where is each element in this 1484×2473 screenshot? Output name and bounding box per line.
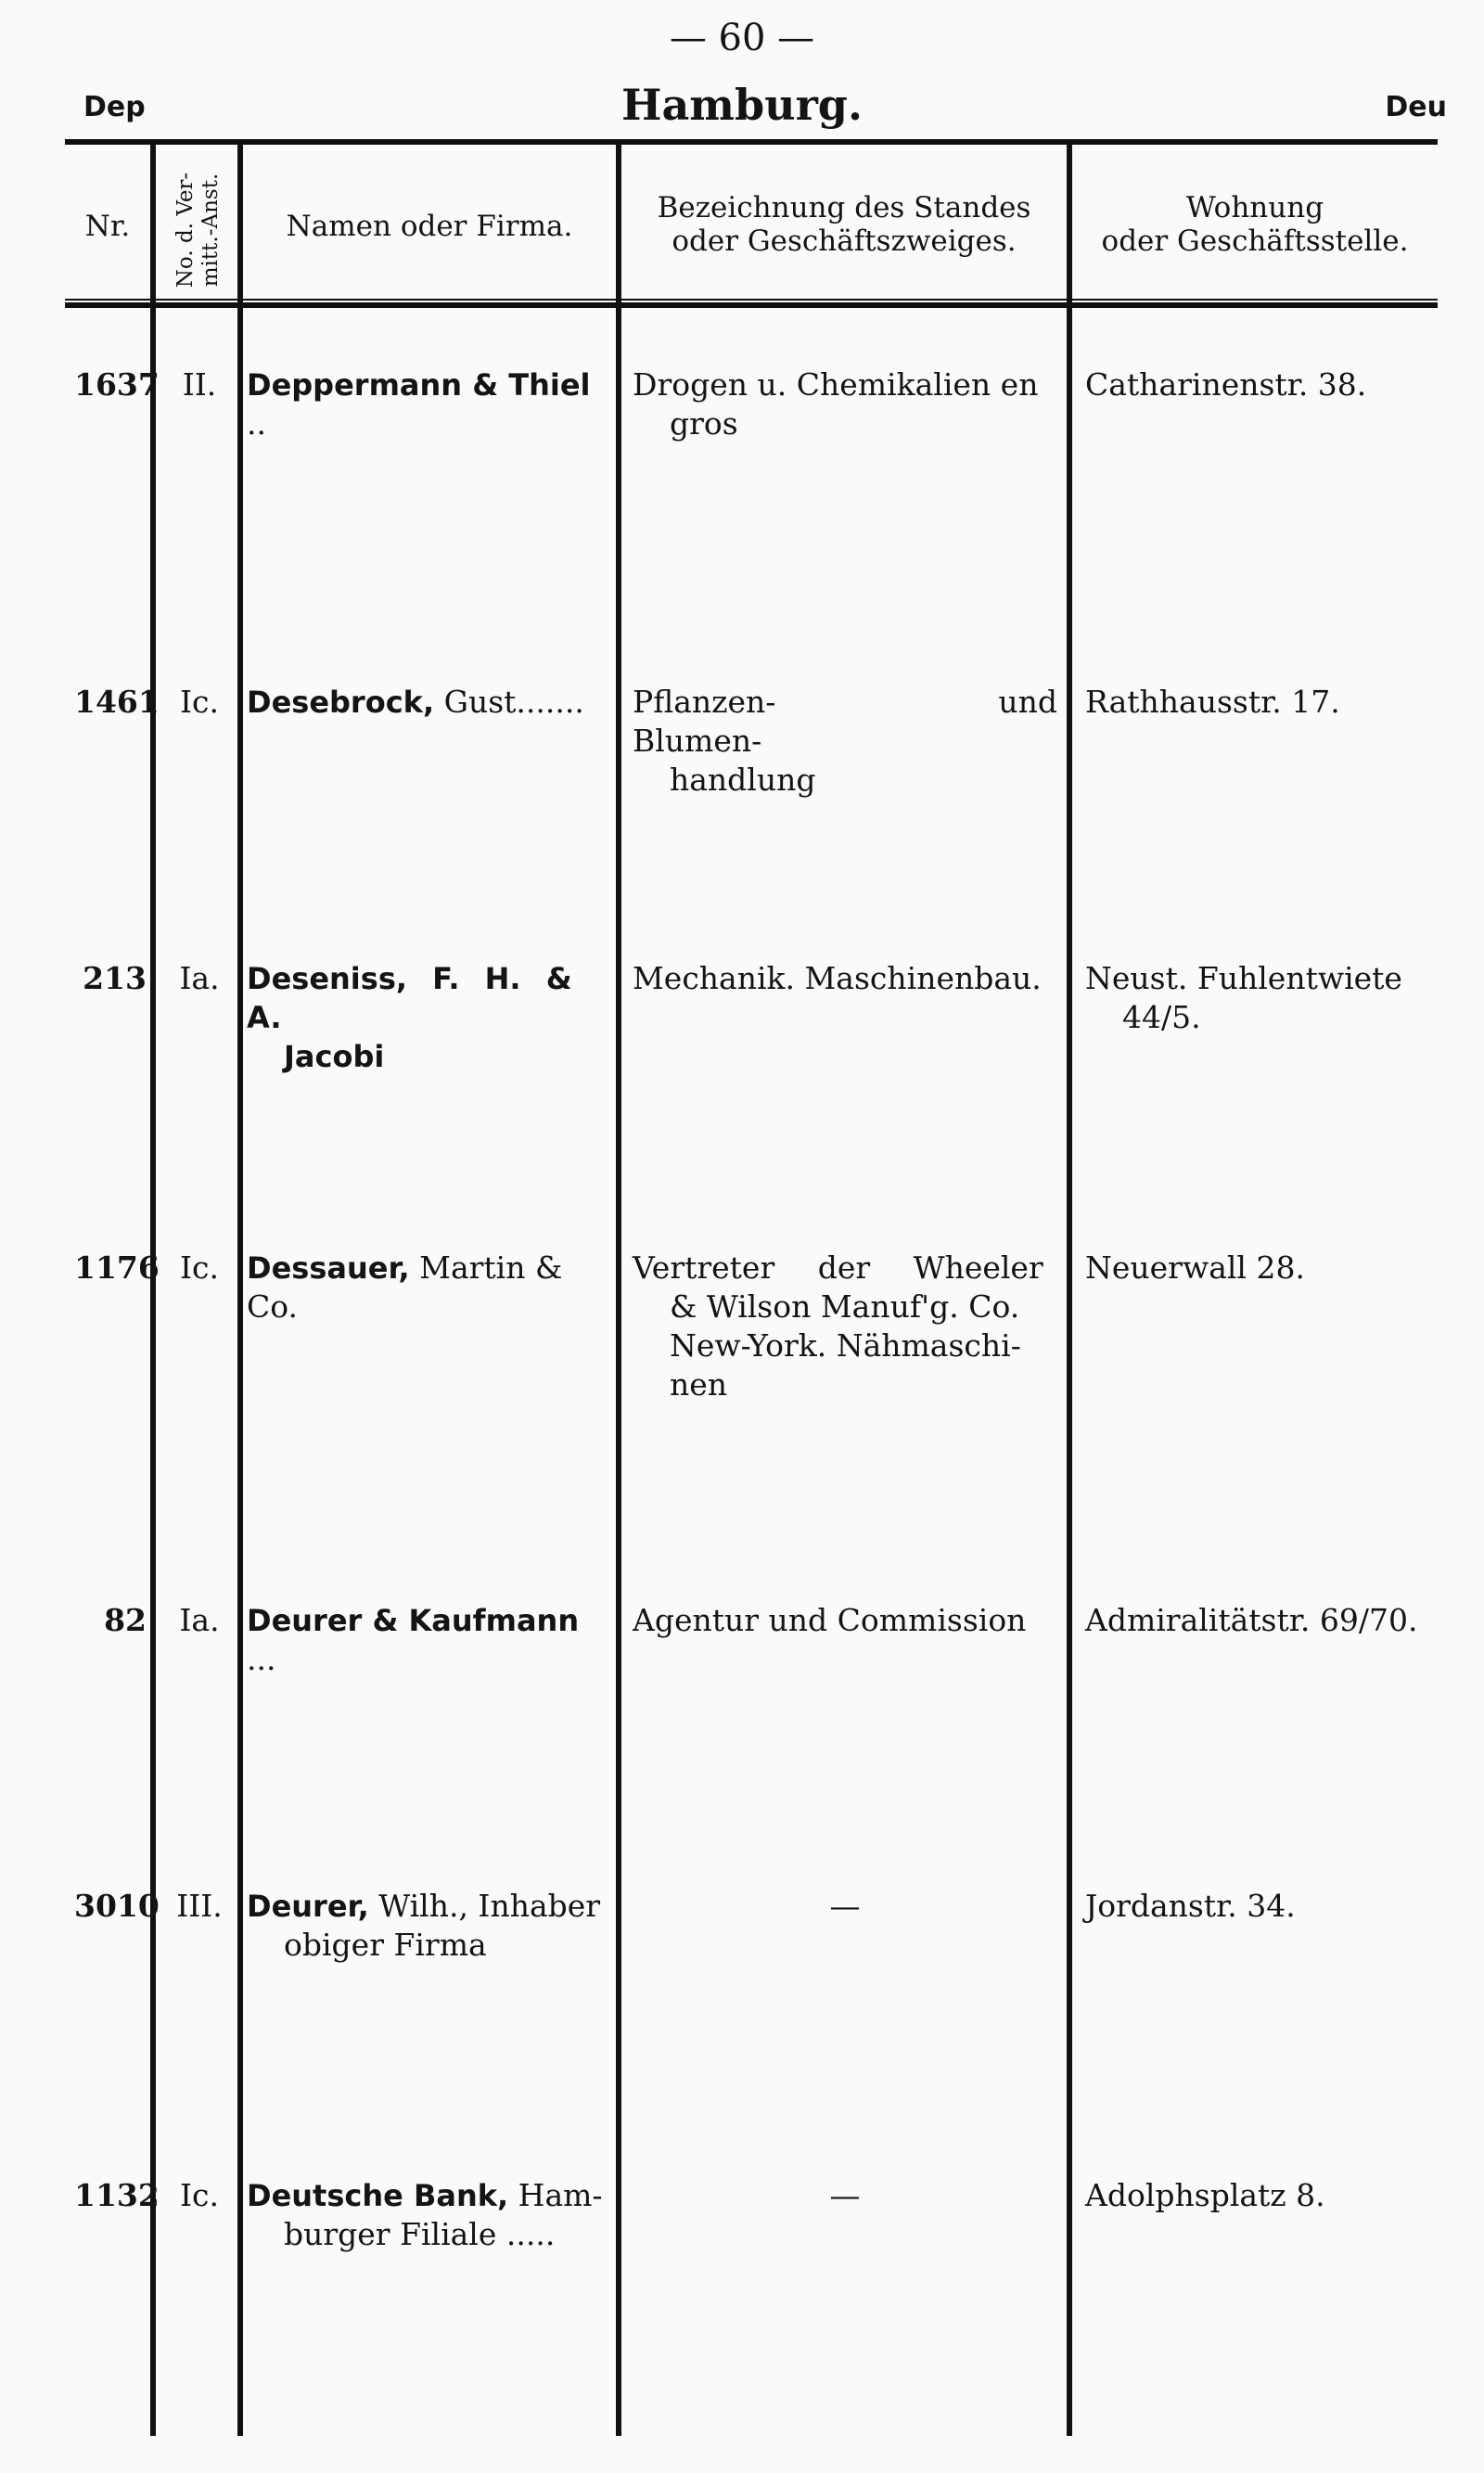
left-running-head: Dep — [83, 91, 146, 123]
header-class-label: No. d. Ver- mitt.-Anst. — [173, 172, 223, 288]
table-row — [0, 1249, 1484, 1434]
table-row — [0, 959, 1484, 1108]
entry-name: Dessauer, Martin & Co. — [247, 1249, 563, 1325]
entry-address: Neust. Fuhlentwiete 44/5. — [1085, 960, 1402, 1035]
page-number: — 60 — — [669, 17, 815, 59]
header-rule-thin — [65, 299, 1438, 301]
entry-business: — — [829, 1888, 861, 1924]
entry-number: 1461 — [74, 684, 160, 720]
entry-number: 213 — [83, 960, 147, 996]
header-class — [163, 156, 234, 304]
entry-class: Ia. — [179, 1602, 220, 1638]
entry-address: Adolphsplatz 8. — [1085, 2177, 1325, 2213]
entry-business: Mechanik. Maschinenbau. — [633, 960, 1042, 996]
entry-address: Admiralitätstr. 69/70. — [1085, 1602, 1418, 1638]
entry-name: Deurer & Kaufmann ... — [247, 1603, 580, 1677]
header-nr: Nr. — [84, 210, 131, 243]
entry-class: Ic. — [179, 2177, 219, 2213]
entry-number: 1176 — [74, 1249, 160, 1286]
header-business: Bezeichnung des Standes oder Geschäftszweiges. — [657, 191, 1031, 258]
entry-business: Vertreter der Wheeler & Wilson Manuf'g. Co. New-York. Nähmaschi- nen — [633, 1249, 1043, 1403]
top-rule — [65, 139, 1438, 145]
header-address: Wohnung oder Geschäftsstelle. — [1101, 191, 1409, 258]
entry-address: Neuerwall 28. — [1085, 1249, 1305, 1286]
header-name: Namen oder Firma. — [286, 210, 573, 243]
entry-class: Ia. — [179, 960, 220, 996]
entry-name: Deutsche Bank, Ham- burger Filiale ..... — [247, 2177, 603, 2252]
entry-address: Catharinenstr. 38. — [1085, 366, 1367, 403]
header-rule-thick — [65, 302, 1438, 308]
entry-address: Jordanstr. 34. — [1085, 1888, 1296, 1924]
entry-class: Ic. — [179, 684, 219, 720]
entry-class: III. — [176, 1888, 223, 1924]
entry-name: Deurer, Wilh., Inhaber obiger Firma — [247, 1888, 601, 1963]
entry-number: 1637 — [74, 366, 160, 403]
entry-address: Rathhausstr. 17. — [1085, 684, 1340, 720]
entry-business: Agentur und Commission — [633, 1602, 1027, 1638]
entry-name: Desebrock, Gust....... — [247, 684, 584, 720]
entry-class: II. — [182, 366, 217, 403]
entry-name: Deppermann & Thiel .. — [247, 367, 591, 442]
table-row — [0, 365, 1484, 514]
entry-number: 82 — [104, 1602, 147, 1638]
table-row — [0, 2176, 1484, 2325]
page-title: Hamburg. — [621, 80, 863, 130]
entry-business: Pflanzen- und Blumen- handlung — [633, 684, 1057, 798]
entry-business: — — [829, 2177, 861, 2213]
entry-class: Ic. — [179, 1249, 219, 1286]
right-running-head: Deu — [1385, 91, 1447, 123]
entry-number: 1132 — [74, 2177, 160, 2213]
table-row — [0, 1887, 1484, 2035]
entry-number: 3010 — [74, 1888, 160, 1924]
entry-name: Deseniss, F. H. & A. Jacobi — [247, 961, 572, 1074]
table-row — [0, 1601, 1484, 1749]
table-row — [0, 683, 1484, 831]
entry-business: Drogen u. Chemikalien en gros — [633, 366, 1039, 442]
